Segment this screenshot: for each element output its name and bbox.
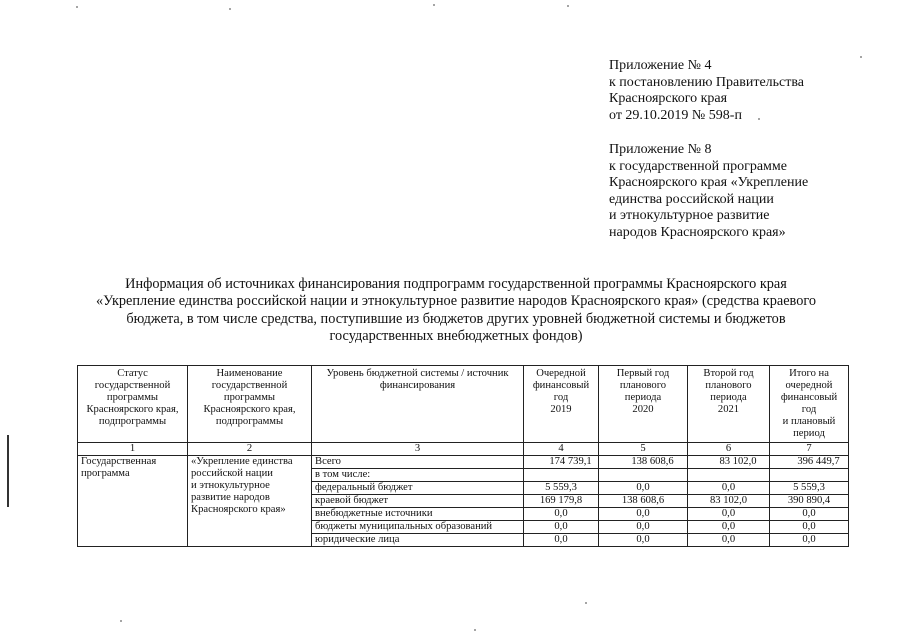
title-line: Информация об источниках финансирования подпрограмм государственной программы Красноярского края bbox=[125, 276, 787, 292]
appendix-line: к постановлению Правительства bbox=[609, 74, 805, 90]
table-row bbox=[78, 456, 849, 469]
source-cell: внебюджетные источники bbox=[312, 508, 524, 521]
source-cell: Всего bbox=[312, 456, 524, 469]
value-2020: 0,0 bbox=[599, 521, 688, 534]
header-2019: Очередной финансовый год 2019 bbox=[524, 366, 599, 443]
value-2020 bbox=[599, 469, 688, 482]
column-number: 4 bbox=[524, 443, 599, 456]
scan-speck bbox=[860, 56, 862, 58]
source-cell: в том числе: bbox=[312, 469, 524, 482]
header-total: Итого на очередной финансовый год и плановый период bbox=[770, 366, 849, 443]
value-2021: 0,0 bbox=[688, 521, 770, 534]
scan-speck bbox=[433, 4, 435, 6]
header-status: Статус государственной программы Красноярского края, подпрограммы bbox=[78, 366, 188, 443]
value-total: 5 559,3 bbox=[770, 482, 849, 495]
value-2019: 169 179,8 bbox=[524, 495, 599, 508]
column-number: 1 bbox=[78, 443, 188, 456]
value-2019: 0,0 bbox=[524, 521, 599, 534]
title-line: «Укрепление единства российской нации и этнокультурное развитие народов Красноярского края» (средства краевого bbox=[95, 293, 817, 310]
appendix-line: Красноярского края «Укрепление bbox=[609, 175, 809, 191]
title-line: государственных внебюджетных фондов) bbox=[329, 328, 583, 345]
source-cell: федеральный бюджет bbox=[312, 482, 524, 495]
appendix-line: от 29.10.2019 № 598-п bbox=[609, 107, 742, 123]
scan-speck bbox=[120, 620, 122, 622]
value-2019: 0,0 bbox=[524, 508, 599, 521]
value-2020: 0,0 bbox=[599, 482, 688, 495]
value-total: 0,0 bbox=[770, 534, 849, 547]
program-name-cell: «Укрепление единства российской нации и этнокультурное развитие народов Красноярского края» bbox=[188, 456, 312, 547]
column-number: 5 bbox=[599, 443, 688, 456]
value-2019: 0,0 bbox=[524, 534, 599, 547]
column-number: 6 bbox=[688, 443, 770, 456]
value-total: 0,0 bbox=[770, 521, 849, 534]
appendix-4-header bbox=[609, 58, 804, 124]
title-line: бюджета, в том числе средства, поступившие из бюджетов других уровней бюджетной системы и бюджетов bbox=[126, 310, 786, 327]
document-title bbox=[75, 276, 837, 346]
value-total: 390 890,4 bbox=[770, 495, 849, 508]
appendix-line: к государственной программе bbox=[609, 158, 787, 174]
header-budget-level: Уровень бюджетной системы / источник финансирования bbox=[312, 366, 524, 443]
value-total: 0,0 bbox=[770, 508, 849, 521]
value-2020: 0,0 bbox=[599, 508, 688, 521]
source-cell: юридические лица bbox=[312, 534, 524, 547]
scan-speck bbox=[474, 629, 476, 631]
header-name: Наименование государственной программы Красноярского края, подпрограммы bbox=[188, 366, 312, 443]
appendix-line: и этнокультурное развитие bbox=[609, 208, 770, 224]
scan-speck bbox=[229, 8, 231, 10]
value-2021: 83 102,0 bbox=[688, 456, 770, 469]
scan-speck bbox=[758, 118, 760, 120]
value-2021: 83 102,0 bbox=[688, 495, 770, 508]
value-2021: 0,0 bbox=[688, 482, 770, 495]
value-total bbox=[770, 469, 849, 482]
source-cell: краевой бюджет bbox=[312, 495, 524, 508]
appendix-line: Красноярского края bbox=[609, 91, 728, 107]
appendix-line: единства российской нации bbox=[609, 191, 774, 207]
source-cell: бюджеты муниципальных образований bbox=[312, 521, 524, 534]
appendix-line: Приложение № 8 bbox=[609, 142, 712, 157]
value-2019 bbox=[524, 469, 599, 482]
header-2021: Второй год планового периода 2021 bbox=[688, 366, 770, 443]
value-2021 bbox=[688, 469, 770, 482]
appendix-8-header bbox=[609, 142, 808, 242]
scan-margin-line bbox=[7, 435, 9, 507]
column-number: 2 bbox=[188, 443, 312, 456]
value-2020: 0,0 bbox=[599, 534, 688, 547]
value-2020: 138 608,6 bbox=[599, 495, 688, 508]
financing-table bbox=[77, 365, 849, 547]
table-header-row bbox=[78, 366, 849, 443]
column-number: 7 bbox=[770, 443, 849, 456]
scan-speck bbox=[567, 5, 569, 7]
header-2020: Первый год планового периода 2020 bbox=[599, 366, 688, 443]
value-2020: 138 608,6 bbox=[599, 456, 688, 469]
value-2021: 0,0 bbox=[688, 508, 770, 521]
scan-speck bbox=[585, 602, 587, 604]
value-total: 396 449,7 bbox=[770, 456, 849, 469]
value-2019: 5 559,3 bbox=[524, 482, 599, 495]
value-2019: 174 739,1 bbox=[524, 456, 599, 469]
appendix-line: Приложение № 4 bbox=[609, 58, 712, 73]
scan-speck bbox=[76, 6, 78, 8]
appendix-line: народов Красноярского края» bbox=[609, 224, 786, 240]
value-2021: 0,0 bbox=[688, 534, 770, 547]
status-cell: Государственная программа bbox=[78, 456, 188, 547]
column-number-row bbox=[78, 443, 849, 456]
column-number: 3 bbox=[312, 443, 524, 456]
